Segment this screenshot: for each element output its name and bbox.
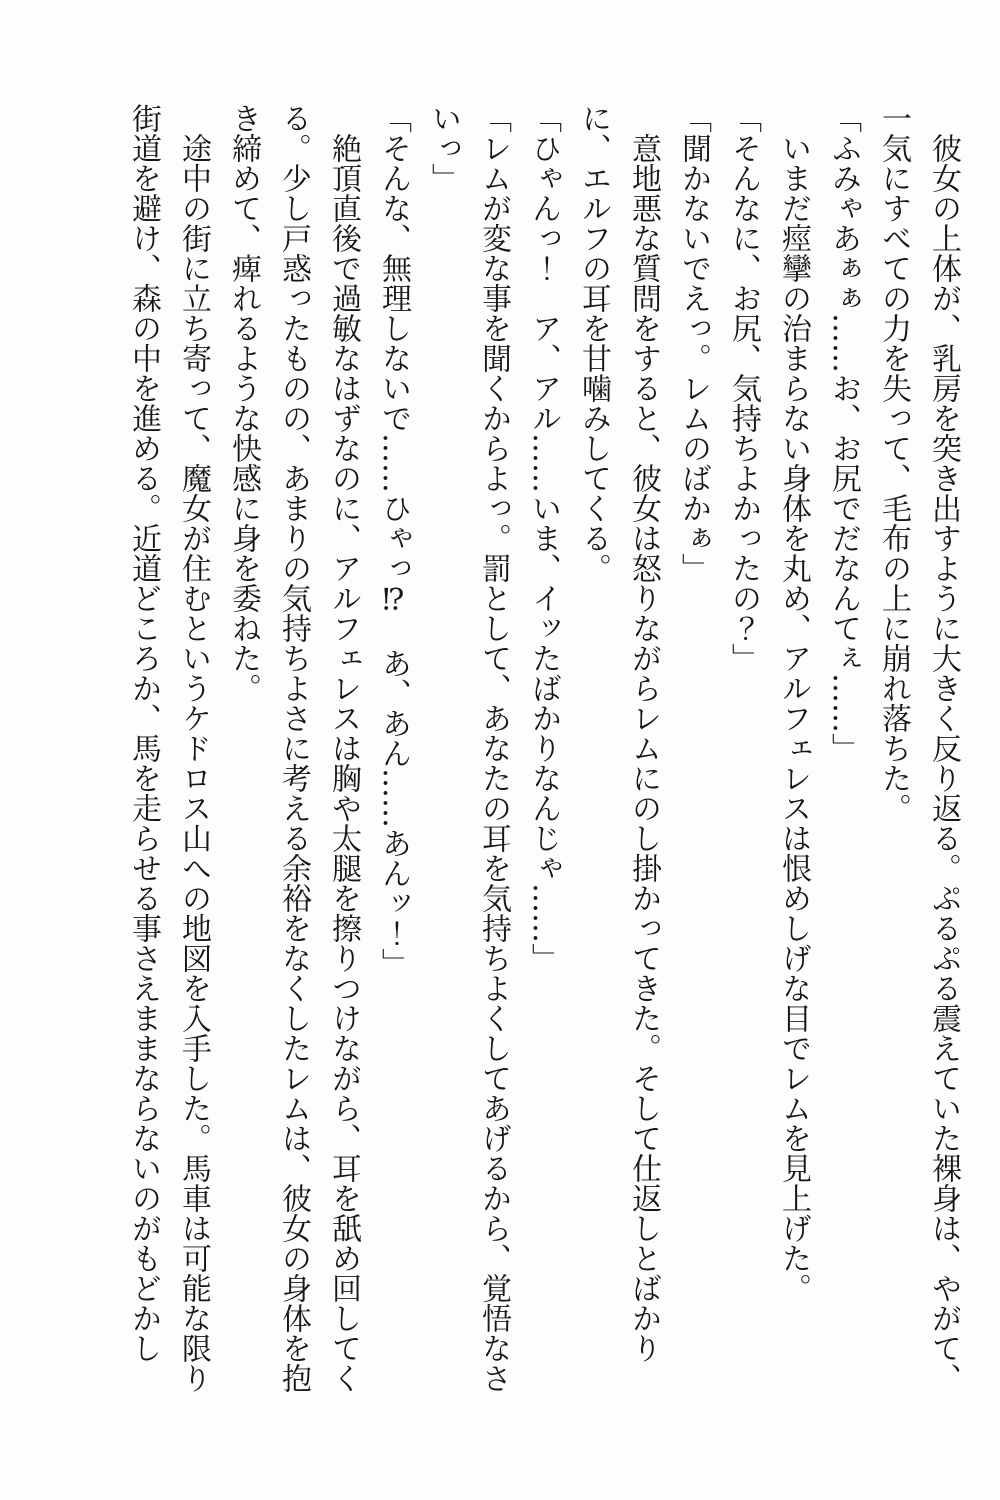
- paragraph-dialogue-6: 「そんな、無理しないで……ひゃっ⁉ あ、あん……あんッ！」: [376, 103, 411, 978]
- paragraph-narrative-3: 意地悪な質問をすると、彼女は怒りながらレムにのし掛かってきた。そして仕返しとばかりに、エルフの耳を甘噛みしてくる。: [576, 103, 661, 1363]
- vertical-text-block: [58, 103, 968, 1395]
- paragraph-dialogue-5: 「レムが変な事を聞くからよっ。罰として、あなたの耳を気持ちよくしてあげるから、覚悟なさいっ」: [426, 103, 511, 1393]
- paragraph-dialogue-2: 「そんなに、お尻、気持ちよかったの？」: [726, 103, 761, 673]
- paragraph-narrative-2: いまだ痙攣の治まらない身体を丸め、アルフェレスは恨めしげな目でレムを見上げた。: [776, 133, 811, 1303]
- paragraph-dialogue-3: 「聞かないでえっ。レムのばかぁ」: [676, 103, 711, 583]
- paragraph-narrative-5: 途中の街に立ち寄って、魔女が住むというケドロス山への地図を入手した。馬車は可能な限り街道を避け、森の中を進める。近道どころか、馬を走らせる事さえままならないのがもどかし: [126, 103, 211, 1393]
- paragraph-dialogue-4: 「ひゃんっ！ ア、アル……いま、イッたばかりなんじゃ……」: [526, 103, 561, 973]
- paragraph-narrative-4: 絶頂直後で過敏なはずなのに、アルフェレスは胸や太腿を擦りつけながら、耳を舐め回してくる。少し戸惑ったものの、あまりの気持ちよさに考える余裕をなくしたレムは、彼女の身体を抱き締めて、痺れるような快感に身を委ねた。: [226, 103, 361, 1393]
- paragraph-dialogue-1: 「ふみゃあぁぁ……お、お尻でだなんてぇ……」: [826, 103, 861, 763]
- paragraph-narrative-1: 彼女の上体が、乳房を突き出すように大きく反り返る。ぷるぷる震えていた裸身は、やがて、一気にすべての力を失って、毛布の上に崩れ落ちた。: [876, 103, 961, 1393]
